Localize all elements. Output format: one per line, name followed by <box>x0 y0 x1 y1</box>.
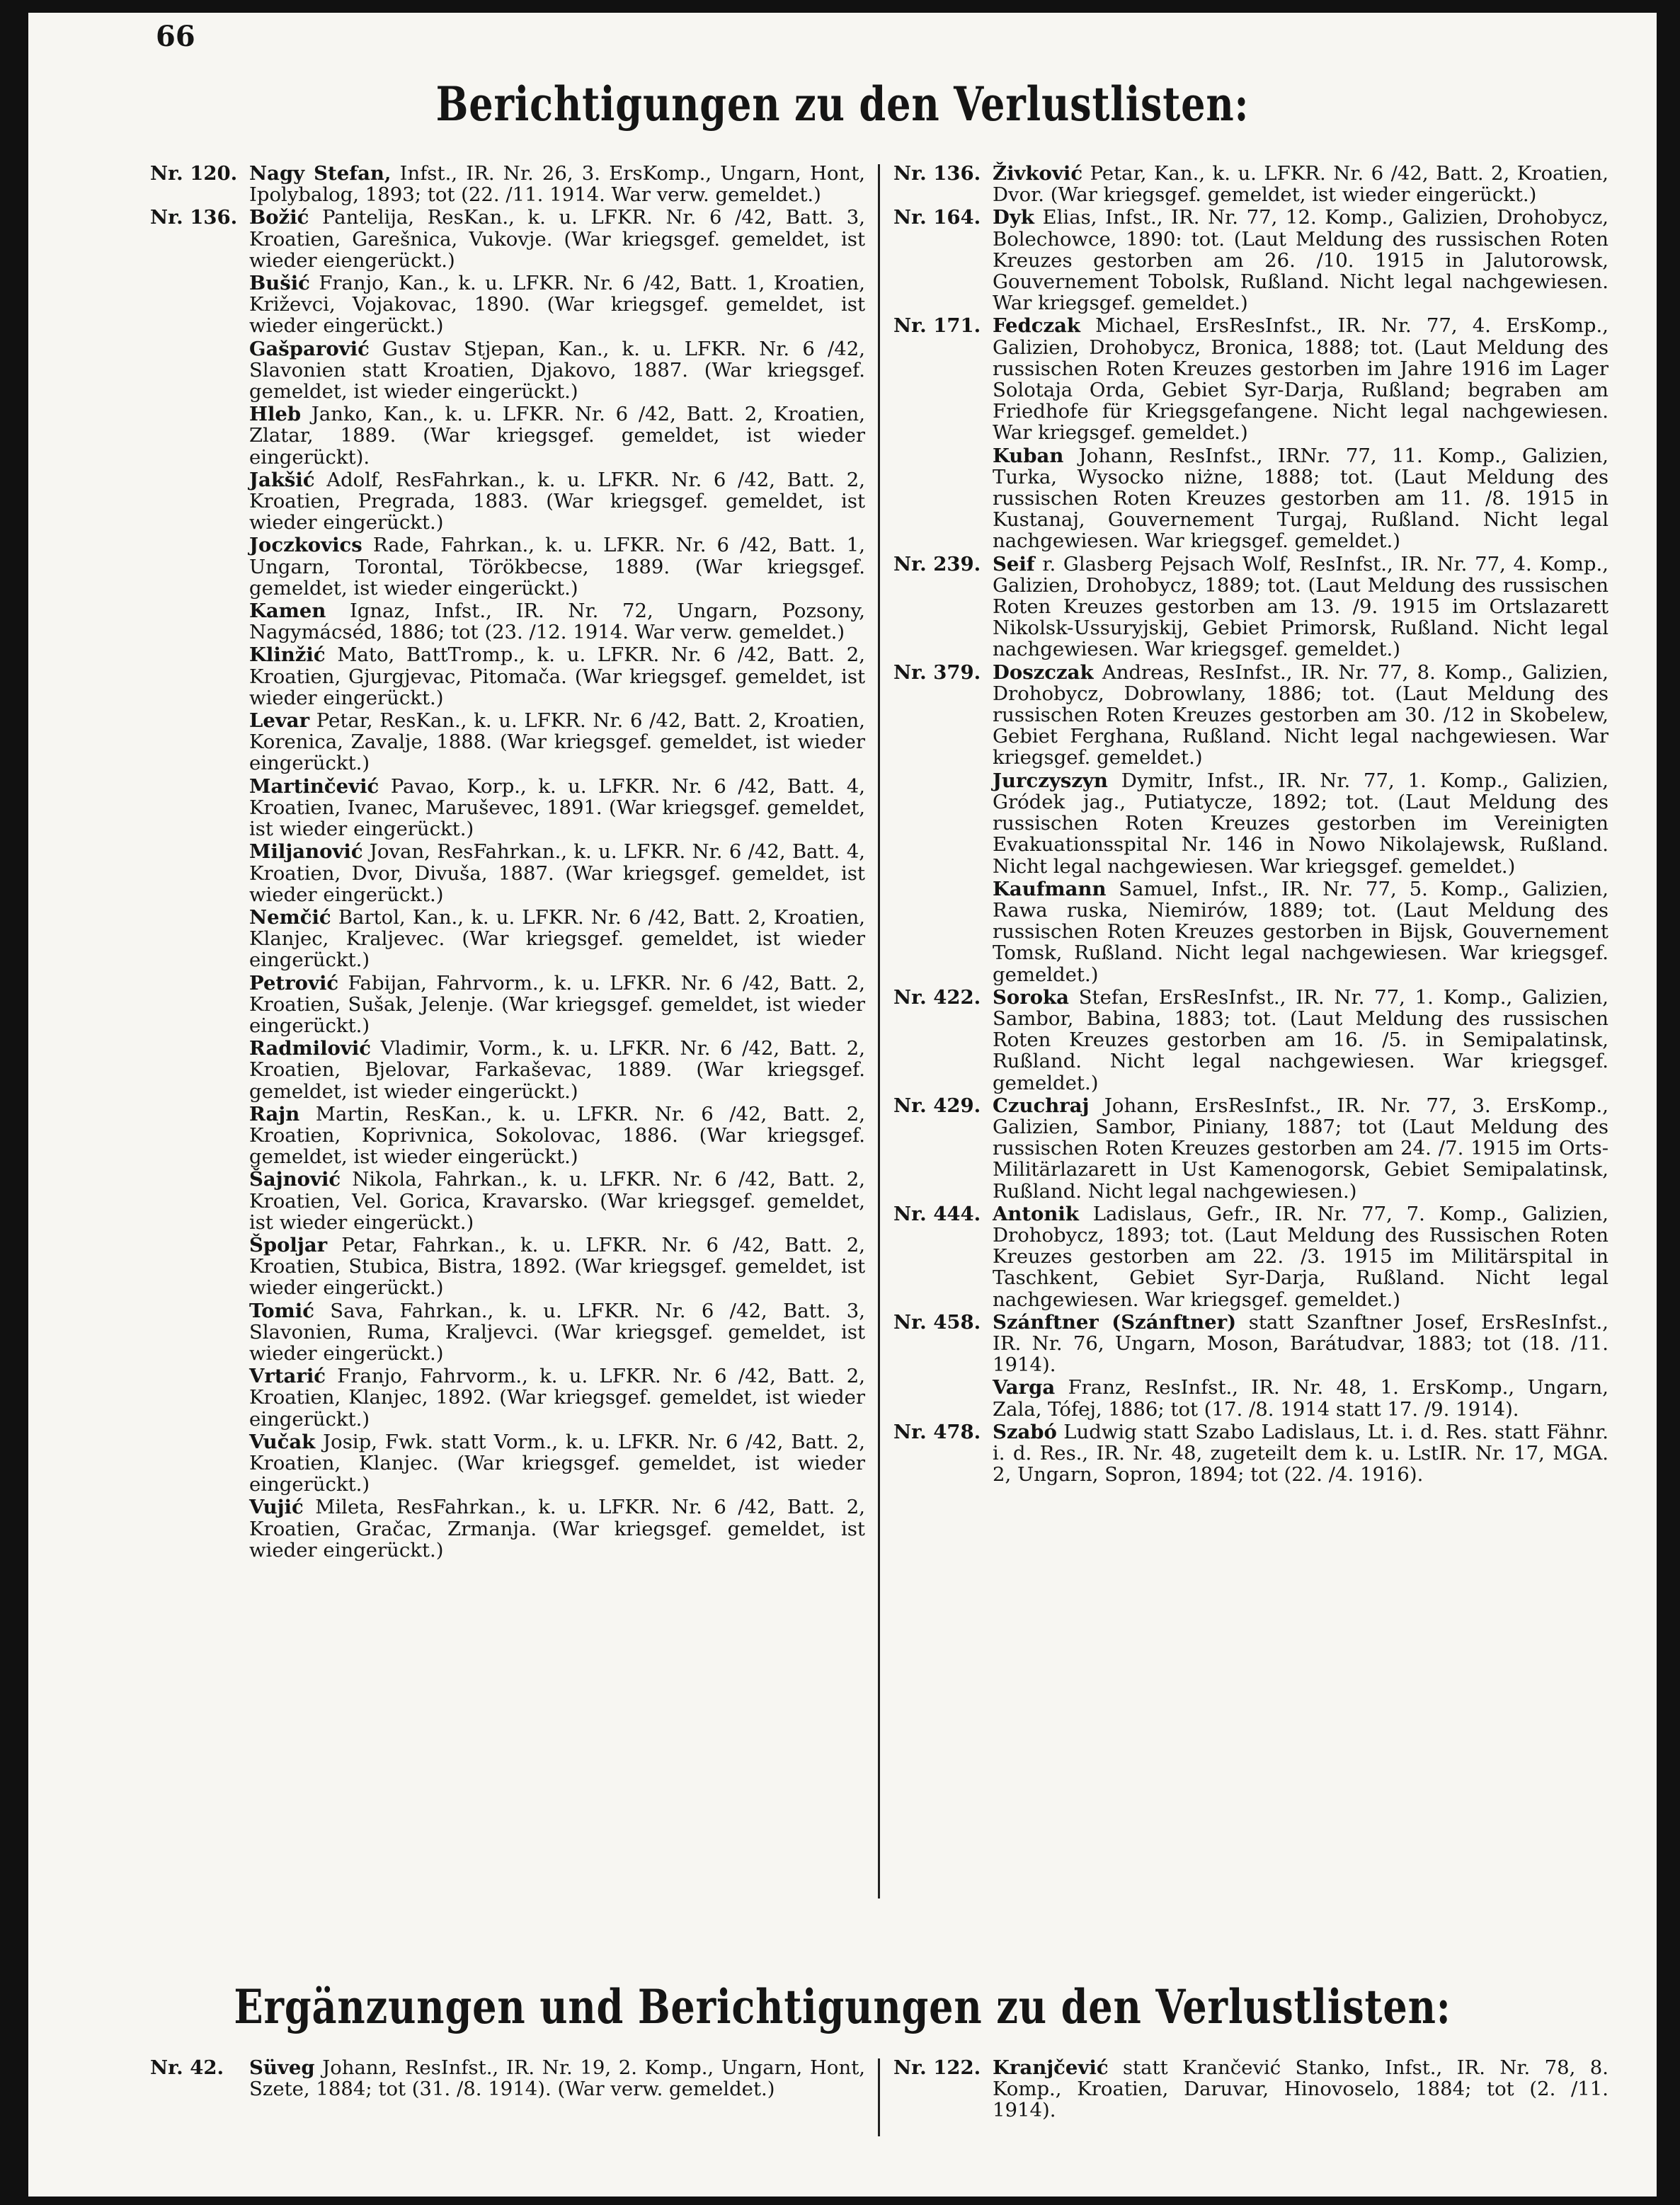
entry-text: Dymitr, Infst., IR. Nr. 77, 1. Komp., Galizien, Gródek jag., Putiatycze, 1892; tot. (Laut Meldung des russischen Roten Kreuzes gestorben im Vereinigten Evakuationsspital Nr. 146 in Nowo Nikolajewsk, Rußland. Nicht legal nachgewiesen. War kriegsgef. gemeldet.) <box>993 769 1608 878</box>
list-entry <box>893 1095 1608 1202</box>
entry-text: Bartol, Kan., k. u. LFKR. Nr. 6 /42, Batt. 2, Kroatien, Klanjec, Kraljevec. (War kriegsgef. gemeldet, ist wieder eingerückt.) <box>249 905 865 972</box>
entry-text: Ladislaus, Gefr., IR. Nr. 77, 7. Komp., Galizien, Drohobycz, 1893; tot. (Laut Meldung des Russischen Roten Kreuzes gestorben am 22. /3. 1915 im Militärspital in Taschkent, Gebiet Syr-Darja, Rußland. Nicht legal nachgewiesen. War kriegsgef. gemeldet.) <box>993 1202 1608 1311</box>
entry-text: Michael, ErsResInfst., IR. Nr. 77, 4. ErsKomp., Galizien, Drohobycz, Bronica, 1888; tot. (Laut Meldung des russischen Roten Kreuzes gestorben im Jahre 1916 im Lager Solotaja Orda, Gebiet Syr-Darja, Rußland; begraben am Friedhofe für Kriegsgefangene. Nicht legal nachgewiesen. War kriegsgef. gemeldet.) <box>993 314 1608 445</box>
list-entry <box>893 315 1608 443</box>
entry-text: Infst., IR. Nr. 26, 3. ErsKomp., Ungarn, Hont, Ipolybalog, 1893; tot (22. /11. 1914. War verw. gemeldet.) <box>249 162 866 207</box>
list-entry <box>893 163 1608 205</box>
entry-name: Vučak <box>249 1430 316 1453</box>
entry-name: Božić <box>249 206 309 229</box>
list-entry <box>150 776 865 840</box>
list-entry <box>150 1496 865 1561</box>
entry-number: Nr. 164. <box>893 206 981 229</box>
entry-number: Nr. 239. <box>893 552 981 575</box>
entry-text: Jovan, ResFahrkan., k. u. LFKR. Nr. 6 /42, Batt. 4, Kroatien, Dvor, Divuša, 1887. (War kriegsgef. gemeldet, ist wieder eingerückt.) <box>249 840 865 906</box>
page-number: 66 <box>156 20 195 53</box>
entry-name: Antonik <box>993 1202 1079 1225</box>
entry-name: Bušić <box>249 272 310 295</box>
entry-name: Seif <box>993 552 1035 575</box>
bottom-right-column <box>893 2057 1608 2123</box>
list-entry <box>150 534 865 599</box>
section-title-ergaenzungen: Ergänzungen und Berichtigungen zu den Verlustlisten: <box>234 1979 1451 2034</box>
entry-text: r. Glasberg Pejsach Wolf, ResInfst., IR. Nr. 77, 4. Komp., Galizien, Drohobycz, 1889; tot. (Laut Meldung des russischen Roten Kreuzes gestorben am 13. /9. 1915 im Ortslazarett Nikolsk-Ussuryjskij, Gebiet Primorsk, Rußland. Nicht legal nachgewiesen. War kriegsgef. gemeldet.) <box>993 552 1608 661</box>
entry-name: Süveg <box>249 2056 315 2079</box>
entry-text: Elias, Infst., IR. Nr. 77, 12. Komp., Galizien, Drohobycz, Bolechowce, 1890: tot. (Laut Meldung des russischen Roten Kreuzes gestorben am 26. /10. 1915 in Jalutorowsk, Gouvernement Tobolsk, Rußland. Nicht legal nachgewiesen. War kriegsgef. gemeldet.) <box>993 206 1608 315</box>
entry-name: Fedczak <box>993 314 1080 338</box>
entry-number: Nr. 122. <box>893 2056 981 2079</box>
entry-name: Klinžić <box>249 643 326 667</box>
entry-text: Stefan, ErsResInfst., IR. Nr. 77, 1. Komp., Galizien, Sambor, Babina, 1883; tot. (Laut Meldung des russischen Roten Kreuzes gestorben am 16. /5. in Semipalatinsk, Rußland. Nicht legal nachgewiesen. War kriegsgef. gemeldet.) <box>993 985 1608 1094</box>
list-entry <box>893 2057 1608 2121</box>
list-entry <box>150 644 865 709</box>
entry-text: Johann, ResInfst., IRNr. 77, 11. Komp., Galizien, Turka, Wysocko niżne, 1888; tot. (Laut Meldung des russischen Roten Kreuzes gestorben am 11. /8. 1915 in Kustanaj, Gouvernement Turgaj, Rußland. Nicht legal nachgewiesen. War kriegsgef. gemeldet.) <box>993 444 1609 553</box>
entry-text: Mato, BattTromp., k. u. LFKR. Nr. 6 /42, Batt. 2, Kroatien, Gjurgjevac, Pitomača. (War kriegsgef. gemeldet, ist wieder eingerückt.) <box>249 643 865 709</box>
list-entry <box>893 987 1608 1094</box>
entry-name: Jurczyszyn <box>993 769 1108 792</box>
right-column <box>893 163 1608 1487</box>
entry-text: Nikola, Fahrkan., k. u. LFKR. Nr. 6 /42, Batt. 2, Kroatien, Vel. Gorica, Kravarsko. (War kriegsgef. gemeldet, ist wieder eingerückt.) <box>249 1168 865 1234</box>
list-entry <box>150 600 865 643</box>
entry-number: Nr. 171. <box>893 314 981 338</box>
entry-text: Gustav Stjepan, Kan., k. u. LFKR. Nr. 6 /42, Slavonien statt Kroatien, Djakovo, 1887. (War kriegsgef. gemeldet, ist wieder eingerückt.) <box>249 337 865 403</box>
entry-name: Gašparović <box>249 337 370 360</box>
list-entry <box>150 1104 865 1168</box>
entry-text: Sava, Fahrkan., k. u. LFKR. Nr. 6 /42, Batt. 3, Slavonien, Ruma, Kraljevci. (War kriegsgef. gemeldet, ist wieder eingerückt.) <box>249 1299 865 1365</box>
list-entry <box>150 2057 865 2100</box>
document-page <box>28 13 1657 2197</box>
column-divider <box>878 2058 880 2136</box>
entry-name: Joczkovics <box>249 534 362 557</box>
entry-number: Nr. 379. <box>893 660 981 684</box>
entry-name: Nemčić <box>249 905 331 929</box>
list-entry <box>150 163 865 205</box>
list-entry <box>150 841 865 905</box>
list-entry <box>150 907 865 971</box>
entry-name: Soroka <box>993 985 1069 1009</box>
entry-name: Czuchraj <box>993 1094 1090 1117</box>
list-entry <box>893 554 1608 660</box>
entry-text: Franjo, Fahrvorm., k. u. LFKR. Nr. 6 /42, Batt. 2, Kroatien, Klanjec, 1892. (War kriegsgef. gemeldet, ist wieder eingerückt.) <box>249 1365 865 1431</box>
entry-text: Mileta, ResFahrkan., k. u. LFKR. Nr. 6 /42, Batt. 2, Kroatien, Gračac, Zrmanja. (War kriegsgef. gemeldet, ist wieder eingerückt.) <box>249 1496 865 1562</box>
entry-name: Rajn <box>249 1102 300 1126</box>
list-entry <box>150 1169 865 1233</box>
list-entry <box>150 1235 865 1299</box>
entry-text: Petar, ResKan., k. u. LFKR. Nr. 6 /42, Batt. 2, Kroatien, Korenica, Zavalje, 1888. (War kriegsgef. gemeldet, ist wieder eingerückt.) <box>249 709 865 775</box>
list-entry <box>150 207 865 271</box>
entry-text: Petar, Fahrkan., k. u. LFKR. Nr. 6 /42, Batt. 2, Kroatien, Stubica, Bistra, 1892. (War kriegsgef. gemeldet, ist wieder eingerückt.) <box>249 1233 865 1300</box>
entry-text: Pavao, Korp., k. u. LFKR. Nr. 6 /42, Batt. 4, Kroatien, Ivanec, Maruševec, 1891. (War kriegsgef. gemeldet, ist wieder eingerückt.) <box>249 774 865 841</box>
entry-name: Nagy Stefan, <box>249 162 392 185</box>
entry-text: statt Szanftner Josef, ErsResInfst., IR. Nr. 76, Ungarn, Moson, Barátudvar, 1883; tot (18. /11. 1914). <box>993 1310 1608 1377</box>
entry-text: statt Krančević Stanko, Infst., IR. Nr. 78, 8. Komp., Kroatien, Daruvar, Hinovoselo, 1884; tot (2. /11. 1914). <box>993 2056 1608 2122</box>
entry-text: Franjo, Kan., k. u. LFKR. Nr. 6 /42, Batt. 1, Kroatien, Križevci, Vojakovac, 1890. (War kriegsgef. gemeldet, ist wieder eingerückt.) <box>249 272 865 338</box>
entry-number: Nr. 120. <box>150 162 238 185</box>
entry-text: Ignaz, Infst., IR. Nr. 72, Ungarn, Pozsony, Nagymácséd, 1886; tot (23. /12. 1914. War verw. gemeldet.) <box>249 600 865 644</box>
list-entry <box>150 1300 865 1365</box>
entry-text: Martin, ResKan., k. u. LFKR. Nr. 6 /42, Batt. 2, Kroatien, Koprivnica, Sokolovac, 1886. (War kriegsgef. gemeldet, ist wieder eingerückt.) <box>249 1102 865 1169</box>
entry-name: Tomić <box>249 1299 314 1322</box>
list-entry <box>893 1421 1608 1486</box>
entry-number: Nr. 458. <box>893 1310 981 1334</box>
entry-name: Šajnović <box>249 1168 341 1191</box>
entry-name: Martinčević <box>249 774 379 798</box>
list-entry <box>150 710 865 774</box>
bottom-left-column <box>150 2057 865 2101</box>
entry-text: Janko, Kan., k. u. LFKR. Nr. 6 /42, Batt. 2, Kroatien, Zlatar, 1889. (War kriegsgef. gemeldet, ist wieder eingerückt). <box>249 403 865 469</box>
list-entry <box>150 273 865 337</box>
list-entry <box>893 1377 1608 1419</box>
entry-number: Nr. 42. <box>150 2056 224 2079</box>
entry-text: Ludwig statt Szabo Ladislaus, Lt. i. d. Res. statt Fähnr. i. d. Res., IR. Nr. 48, zugeteilt dem k. u. LstIR. Nr. 17, MGA. 2, Ungarn, Sopron, 1894; tot (22. /4. 1916). <box>993 1420 1609 1487</box>
entry-text: Johann, ErsResInfst., IR. Nr. 77, 3. ErsKomp., Galizien, Sambor, Piniany, 1887; tot (Laut Meldung des russischen Roten Kreuzes gestorben am 24. /7. 1915 im Orts-Militärlazarett in Ust Kamenogorsk, Gebiet Semipalatinsk, Rußland. Nicht legal nachgewiesen.) <box>993 1094 1608 1203</box>
entry-name: Levar <box>249 709 310 733</box>
list-entry <box>150 338 865 403</box>
entry-number: Nr. 478. <box>893 1420 981 1443</box>
list-entry <box>893 1203 1608 1310</box>
list-entry <box>893 878 1608 985</box>
entry-name: Petrović <box>249 971 339 995</box>
entry-text: Andreas, ResInfst., IR. Nr. 77, 8. Komp., Galizien, Drohobycz, Dobrowlany, 1886; tot. (Laut Meldung des russischen Roten Kreuzes gestorben am 30. /12 in Skobelew, Gebiet Ferghana, Rußland. Nicht legal nachgewiesen. War kriegsgef. gemeldet.) <box>993 660 1608 769</box>
entry-number: Nr. 444. <box>893 1202 981 1225</box>
entry-name: Szánftner (Szánftner) <box>993 1310 1237 1334</box>
list-entry <box>893 1312 1608 1376</box>
list-entry <box>150 469 865 534</box>
entry-number: Nr. 136. <box>150 206 238 229</box>
list-entry <box>150 1431 865 1496</box>
entry-text: Pantelija, ResKan., k. u. LFKR. Nr. 6 /42, Batt. 3, Kroatien, Garešnica, Vukovje. (War kriegsgef. gemeldet, ist wieder eiengerückt.) <box>249 206 866 272</box>
entry-text: Rade, Fahrkan., k. u. LFKR. Nr. 6 /42, Batt. 1, Ungarn, Torontal, Törökbecse, 1889. (War kriegsgef. gemeldet, ist wieder eingerückt.) <box>249 534 865 600</box>
entry-name: Špoljar <box>249 1233 328 1256</box>
entry-name: Vujić <box>249 1496 304 1519</box>
entry-name: Vrtarić <box>249 1365 326 1388</box>
entry-name: Miljanović <box>249 840 363 864</box>
list-entry <box>150 1365 865 1430</box>
list-entry <box>893 207 1608 314</box>
entry-text: Petar, Kan., k. u. LFKR. Nr. 6 /42, Batt. 2, Kroatien, Dvor. (War kriegsgef. gemeldet, ist wieder eingerückt.) <box>993 162 1608 207</box>
entry-text: Vladimir, Vorm., k. u. LFKR. Nr. 6 /42, Batt. 2, Kroatien, Bjelovar, Farkaševac, 1889. (War kriegsgef. gemeldet, ist wieder eingerückt.) <box>249 1037 865 1103</box>
list-entry <box>893 770 1608 877</box>
list-entry <box>893 662 1608 769</box>
entry-name: Szabó <box>993 1420 1057 1443</box>
entry-text: Johann, ResInfst., IR. Nr. 19, 2. Komp., Ungarn, Hont, Szete, 1884; tot (31. /8. 1914). (War verw. gemeldet.) <box>249 2056 865 2101</box>
list-entry <box>893 445 1608 552</box>
list-entry <box>150 1038 865 1102</box>
entry-number: Nr. 136. <box>893 162 981 185</box>
entry-text: Adolf, ResFahrkan., k. u. LFKR. Nr. 6 /42, Batt. 2, Kroatien, Pregrada, 1883. (War kriegsgef. gemeldet, ist wieder eingerückt.) <box>249 468 865 534</box>
entry-name: Kuban <box>993 444 1064 467</box>
entry-name: Živković <box>993 162 1083 185</box>
entry-name: Kaufmann <box>993 877 1107 900</box>
entry-name: Dyk <box>993 206 1034 229</box>
entry-number: Nr. 429. <box>893 1094 981 1117</box>
entry-name: Radmilović <box>249 1037 372 1060</box>
entry-name: Jakšić <box>249 468 315 491</box>
list-entry <box>150 973 865 1037</box>
entry-name: Doszczak <box>993 660 1094 684</box>
list-entry <box>150 403 865 468</box>
column-divider <box>878 164 880 1898</box>
entry-name: Varga <box>993 1376 1056 1399</box>
entry-text: Josip, Fwk. statt Vorm., k. u. LFKR. Nr. 6 /42, Batt. 2, Kroatien, Klanjec. (War kriegsgef. gemeldet, ist wieder eingerückt.) <box>249 1430 865 1496</box>
entry-number: Nr. 422. <box>893 985 981 1009</box>
entry-text: Fabijan, Fahrvorm., k. u. LFKR. Nr. 6 /42, Batt. 2, Kroatien, Sušak, Jelenje. (War kriegsgef. gemeldet, ist wieder eingerückt.) <box>249 971 865 1037</box>
entry-name: Kamen <box>249 600 326 623</box>
entry-name: Kranjčević <box>993 2056 1109 2079</box>
section-title-berichtigungen: Berichtigungen zu den Verlustlisten: <box>435 76 1250 132</box>
entry-text: Samuel, Infst., IR. Nr. 77, 5. Komp., Galizien, Rawa ruska, Niemirów, 1889; tot. (Laut Meldung des russischen Roten Kreuzes gestorben in Bijsk, Gouvernement Tomsk, Rußland. Nicht legal nachgewiesen. War kriegsgef. gemeldet.) <box>993 877 1608 986</box>
entry-name: Hleb <box>249 403 302 426</box>
entry-text: Franz, ResInfst., IR. Nr. 48, 1. ErsKomp., Ungarn, Zala, Tófej, 1886; tot (17. /8. 1914 statt 17. /9. 1914). <box>993 1376 1608 1421</box>
left-column <box>150 163 865 1562</box>
